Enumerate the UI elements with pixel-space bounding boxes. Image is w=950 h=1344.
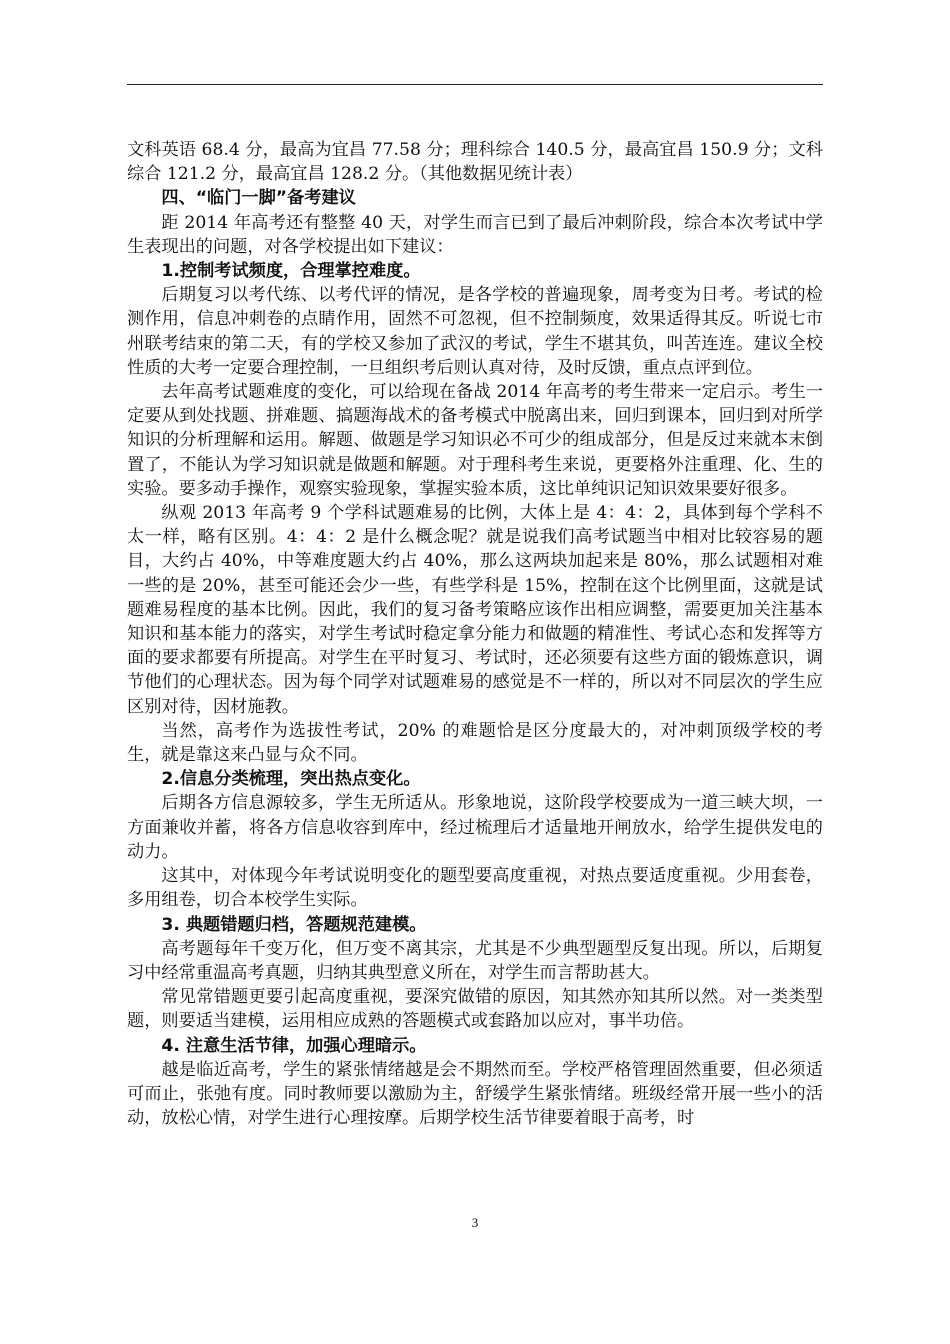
section-heading: 4. 注意生活节律，加强心理暗示。 bbox=[161, 1035, 427, 1056]
document-body bbox=[127, 138, 823, 1130]
paragraph: 文科英语 68.4 分，最高为宜昌 77.58 分；理科综合 140.5 分，最高宜昌 150.9 分；文科综合 121.2 分，最高宜昌 128.2 分。（其他数据见统计表） bbox=[127, 140, 823, 185]
paragraph: 高考题每年千变万化，但万变不离其宗，尤其是不少典型题型反复出现。所以，后期复习中经常重温高考真题，归纳其典型意义所在，对学生而言帮助甚大。 bbox=[127, 938, 823, 983]
page-number: 3 bbox=[471, 1215, 479, 1230]
header-rule bbox=[127, 84, 823, 85]
section-heading: 2.信息分类梳理，突出热点变化。 bbox=[161, 769, 421, 790]
section-heading: 四、“临门一脚”备考建议 bbox=[161, 188, 356, 209]
paragraph: 去年高考试题难度的变化，可以给现在备战 2014 年高考的考生带来一定启示。考生一定要从到处找题、拼难题、搞题海战术的备考模式中脱离出来，回归到课本，回归到对所学知识的分析理解和运用。解题、做题是学习知识必不可少的组成部分，但是反过来就本末倒置了，不能认为学习知识就是做题和解题。对于理科考生来说，更要格外注重理、化、生的实验。要多动手操作，观察实验现象，掌握实验本质，这比单纯识记知识效果要好很多。 bbox=[127, 382, 823, 499]
paragraph: 这其中，对体现今年考试说明变化的题型要高度重视，对热点要适度重视。少用套卷，多用组卷，切合本校学生实际。 bbox=[127, 866, 823, 911]
paragraph: 常见常错题更要引起高度重视，要深究做错的原因，知其然亦知其所以然。对一类类型题，则要适当建模，运用相应成熟的答题模式或套路加以应对，事半功倍。 bbox=[127, 987, 823, 1032]
paragraph: 后期各方信息源较多，学生无所适从。形象地说，这阶段学校要成为一道三峡大坝，一方面兼收并蓄，将各方信息收容到库中，经过梳理后才适量地开闸放水，给学生提供发电的动力。 bbox=[127, 793, 823, 862]
section-heading: 3. 典题错题归档，答题规范建模。 bbox=[161, 914, 427, 935]
paragraph: 距 2014 年高考还有整整 40 天，对学生而言已到了最后冲刺阶段，综合本次考试中学生表现出的问题，对各学校提出如下建议： bbox=[127, 212, 823, 257]
paragraph: 纵观 2013 年高考 9 个学科试题难易的比例，大体上是 4：4：2，具体到每个学科不太一样，略有区别。4：4：2 是什么概念呢？就是说我们高考试题当中相对比较容易的题目，大约占 40%，中等难度题大约占 40%，那么这两块加起来是 80%，那么试题相对难一些的是 20%，甚至可能还会少一些，有些学科是 15%，控制在这个比例里面，这就是试题难易程度的基本比例。因此，我们的复习备考策略应该作出相应调整，需要更加关注基本知识和基本能力的落实，对学生考试时稳定拿分能力和做题的精准性、考试心态和发挥等方面的要求都要有所提高。对学生在平时复习、考试时，还必须要有这些方面的锻炼意识，调节他们的心理状态。因为每个同学对试题难易的感觉是不一样的，所以对不同层次的学生应区别对待，因材施教。 bbox=[127, 503, 823, 717]
paragraph: 当然，高考作为选拔性考试，20% 的难题恰是区分度最大的，对冲刺顶级学校的考生，就是靠这来凸显与众不同。 bbox=[127, 720, 823, 766]
paragraph: 越是临近高考，学生的紧张情绪越是会不期然而至。学校严格管理固然重要，但必须适可而止，张弛有度。同时教师要以激励为主，舒缓学生紧张情绪。班级经常开展一些小的活动，放松心情，对学生进行心理按摩。后期学校生活节律要着眼于高考，时 bbox=[127, 1059, 823, 1129]
section-heading: 1.控制考试频度，合理掌控难度。 bbox=[161, 261, 421, 282]
paragraph: 后期复习以考代练、以考代评的情况，是各学校的普遍现象，周考变为日考。考试的检测作用，信息冲刺卷的点睛作用，固然不可忽视，但不控制频度，效果适得其反。听说七市州联考结束的第二天，有的学校又参加了武汉的考试，学生不堪其负，叫苦连连。建议全校性质的大考一定要合理控制，一旦组织考后则认真对待，及时反馈，重点点评到位。 bbox=[127, 285, 823, 378]
